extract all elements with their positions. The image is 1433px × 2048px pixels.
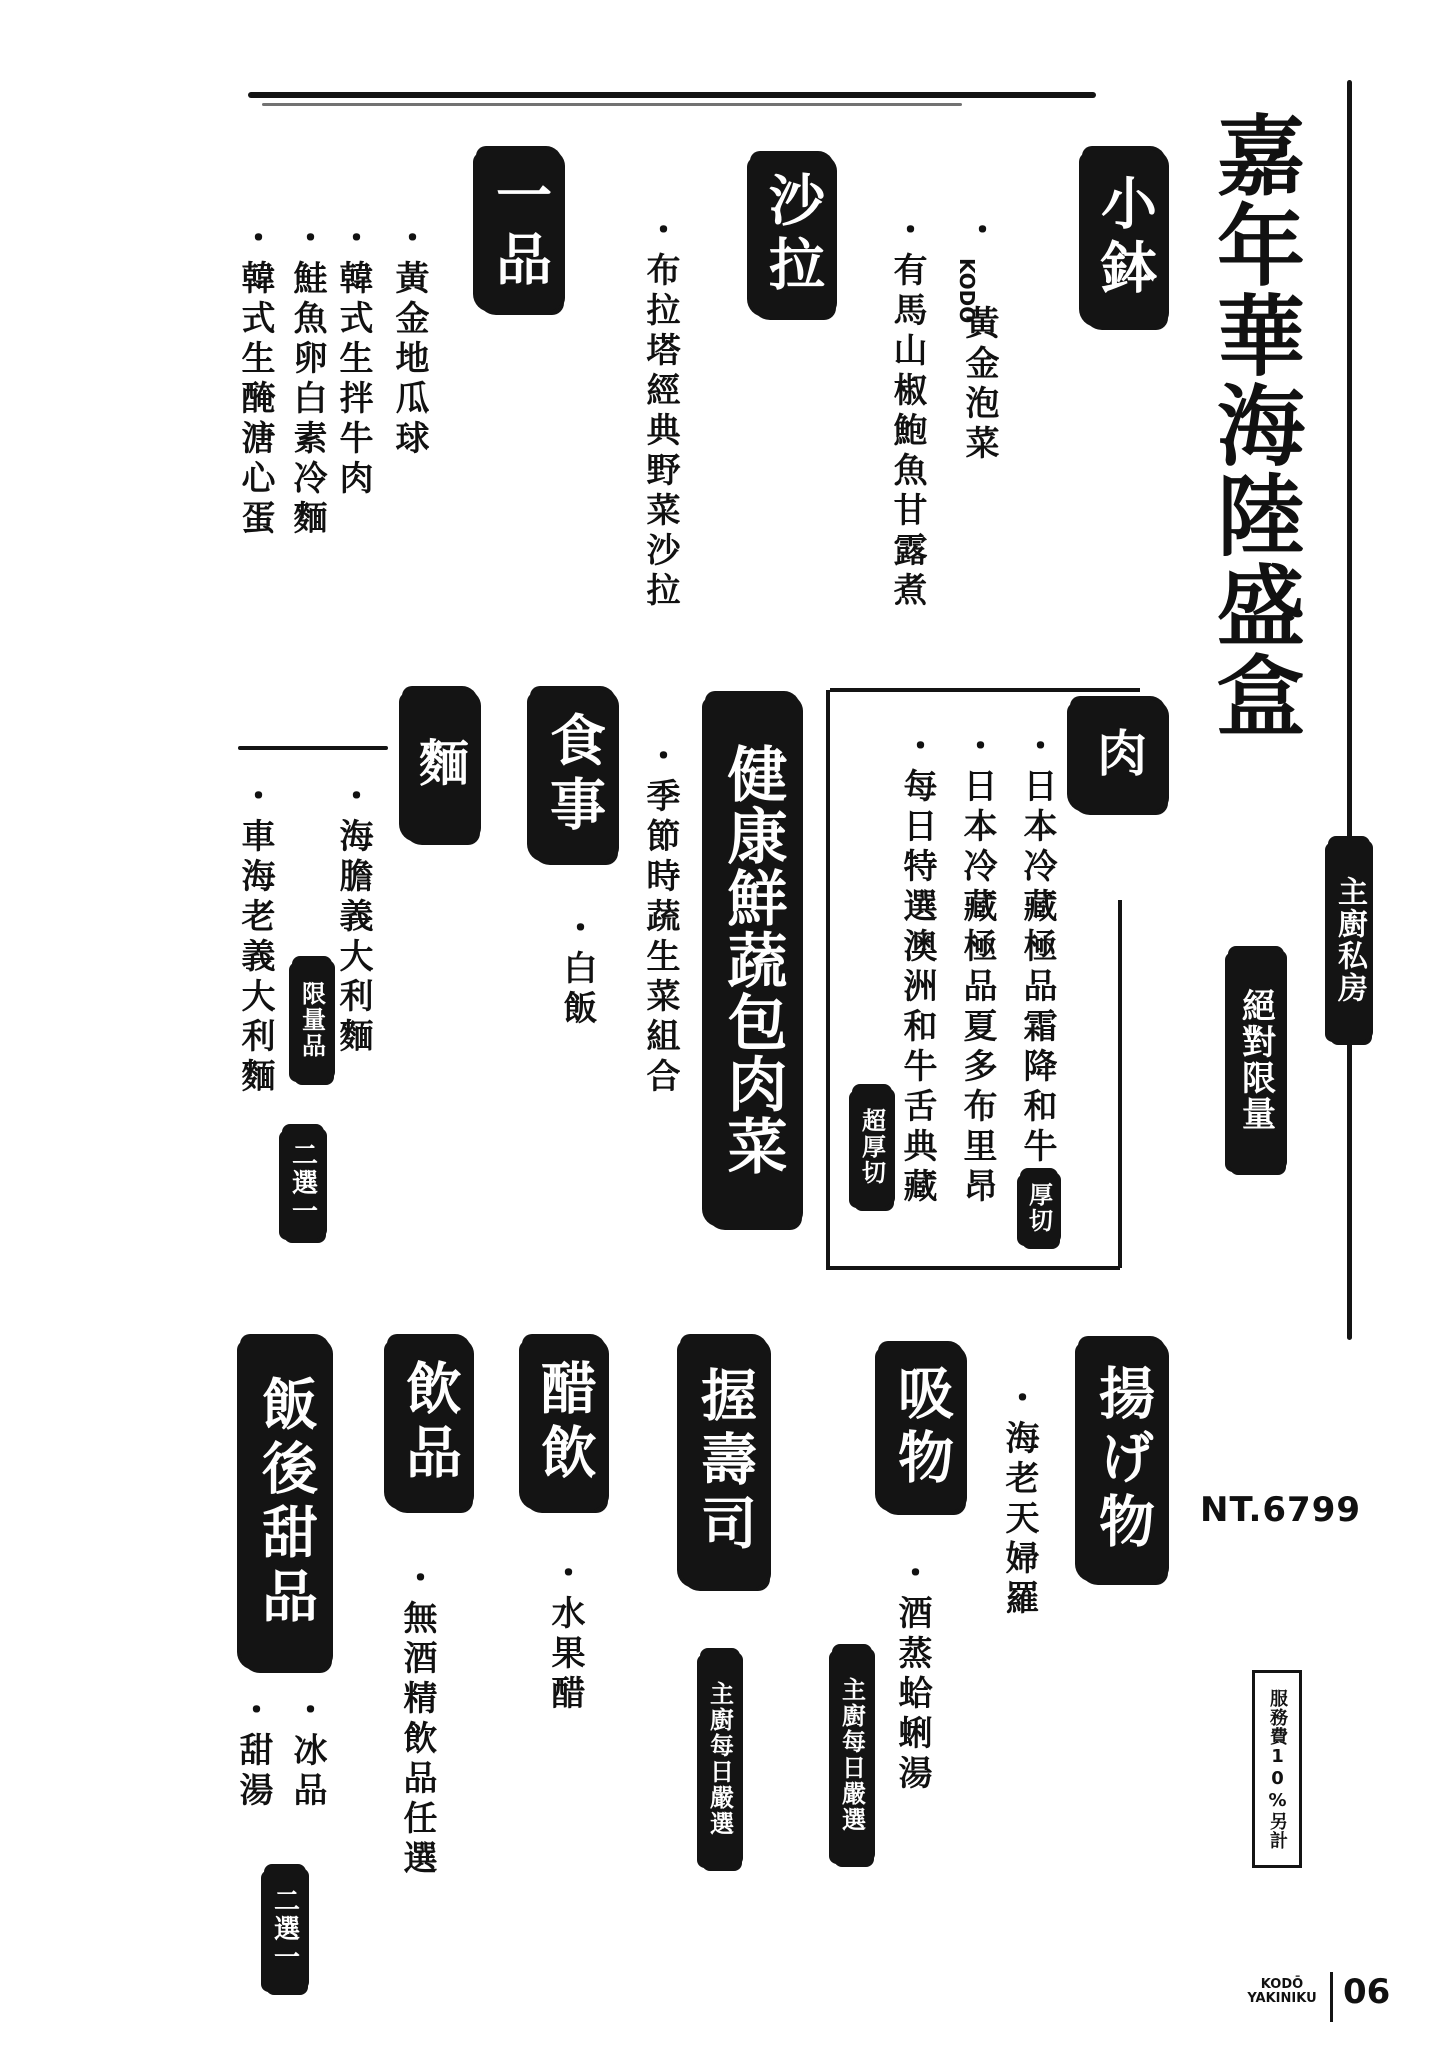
service-charge-box: 服務費10%另計 — [1252, 1670, 1302, 1868]
thick-cut-tag: 厚切 — [1020, 1172, 1058, 1244]
footer-brand — [1243, 1978, 1321, 2005]
limited-quantity-tag: 絕對限量 — [1228, 950, 1284, 1170]
footer-separator — [1330, 1972, 1333, 2022]
meat-item-1: ・日本冷藏極品霜降和牛 — [1017, 728, 1057, 1168]
noodle-item-2: ・車海老義大利麵 — [235, 778, 275, 1098]
sushi-chef-select-tag: 主廚每日嚴選 — [700, 1652, 740, 1866]
dessert-item-2: ・甜湯 — [233, 1692, 273, 1812]
section-label-veg: 健康鮮蔬包肉菜 — [705, 695, 800, 1225]
section-label-meal: 食事 — [530, 690, 616, 860]
ippin-item-3: ・鮭魚卵白素冷麵 — [287, 220, 327, 540]
super-thick-cut-tag: 超厚切 — [852, 1088, 892, 1206]
suimono-item-1: ・酒蒸蛤蜊湯 — [892, 1555, 932, 1795]
kobachi-item-1-text: 黃金泡菜 — [959, 305, 999, 465]
veg-item-1: ・季節時蔬生菜組合 — [640, 738, 680, 1098]
vinegar-item-1: ・水果醋 — [545, 1555, 585, 1715]
section-label-drink: 飲品 — [387, 1338, 471, 1508]
top-rule-accent — [262, 103, 962, 106]
ippin-item-4: ・韓式生醃溏心蛋 — [235, 220, 275, 540]
meat-frame-bottom — [830, 1266, 1120, 1270]
section-label-sushi: 握壽司 — [680, 1338, 768, 1586]
meat-item-3: ・每日特選澳洲和牛舌典藏 — [897, 728, 937, 1208]
dessert-choose-one-tag: 二選一 — [264, 1868, 306, 1990]
section-label-agemono: 揚げ物 — [1078, 1340, 1166, 1580]
right-border — [1347, 80, 1352, 1340]
top-rule — [248, 92, 1096, 98]
drink-item-1: ・無酒精飲品任選 — [397, 1560, 437, 1880]
section-label-salad: 沙拉 — [750, 155, 834, 315]
kodo-brand-text: KODŌ — [955, 258, 979, 324]
noodle-rule — [238, 746, 388, 750]
meat-frame-left — [826, 690, 830, 1270]
agemono-item-1: ・海老天婦羅 — [999, 1380, 1039, 1620]
section-label-ippin: 一品 — [476, 150, 562, 310]
ippin-item-2: ・韓式生拌牛肉 — [333, 220, 373, 500]
footer-brand-line1: KODŌ — [1260, 1977, 1304, 1992]
meal-item-1: ・白飯 — [557, 910, 597, 1030]
meat-item-2: ・日本冷藏極品夏多布里昂 — [957, 728, 997, 1208]
footer-brand-line2: YAKINIKU — [1247, 1990, 1317, 2006]
set-price: NT.6799 — [1200, 1490, 1362, 1530]
section-label-meat: 肉 — [1070, 700, 1166, 810]
ippin-item-1: ・黃金地瓜球 — [389, 220, 429, 460]
chef-private-tag: 主廚私房 — [1328, 840, 1370, 1040]
kobachi-item-2: ・有馬山椒鮑魚甘露煮 — [887, 212, 927, 612]
section-label-vinegar: 醋飲 — [522, 1338, 606, 1508]
page-title: 嘉年華海陸盛盒 — [1203, 110, 1306, 740]
meat-frame-right — [1118, 900, 1122, 1268]
kobachi-item-1: ・ — [959, 212, 999, 252]
section-label-kobachi: 小鉢 — [1082, 150, 1166, 325]
limited-item-tag: 限量品 — [292, 960, 332, 1080]
page-number: 06 — [1343, 1972, 1391, 2012]
salad-item-1: ・布拉塔經典野菜沙拉 — [640, 212, 680, 612]
section-label-dessert: 飯後甜品 — [240, 1338, 330, 1668]
suimono-chef-select-tag: 主廚每日嚴選 — [832, 1648, 872, 1862]
noodle-item-1: ・海膽義大利麵 — [333, 778, 373, 1058]
section-label-noodle: 麵 — [402, 690, 478, 840]
noodle-choose-one-tag: 二選一 — [282, 1128, 324, 1238]
dessert-item-1: ・冰品 — [287, 1692, 327, 1812]
section-label-suimono: 吸物 — [878, 1345, 964, 1510]
meat-frame-top — [830, 688, 1140, 692]
